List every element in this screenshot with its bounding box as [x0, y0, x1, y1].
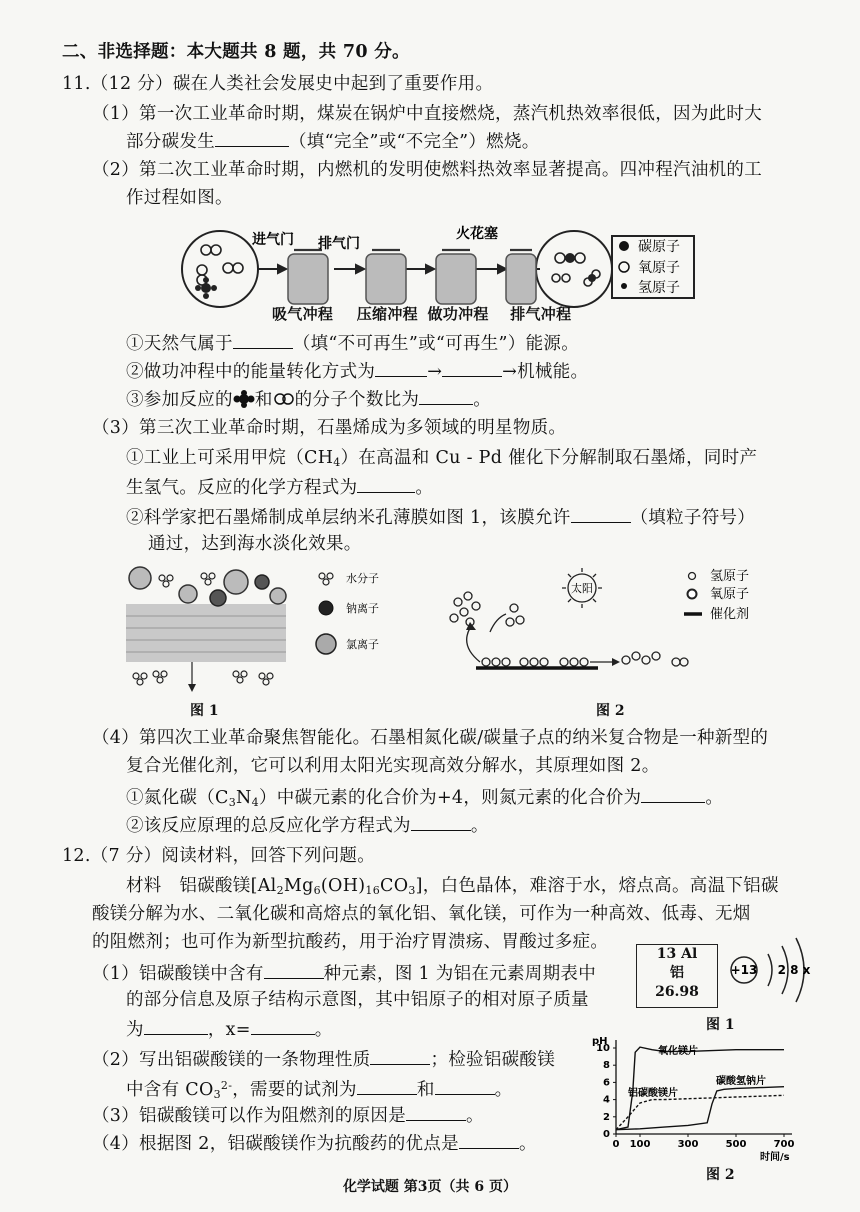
y-tick-label: 0	[603, 1129, 610, 1140]
answer-blank[interactable]	[406, 1102, 466, 1121]
atomic-number: 13	[656, 946, 677, 962]
q12-intro: 12.（7 分）阅读材料，回答下列问题。	[62, 846, 376, 866]
page-footer: 化学试题 第3页（共 6 页）	[342, 1179, 518, 1195]
q11-part2-line2: 作过程如图。	[126, 188, 233, 208]
q11-part3-1-line2: 生氢气。反应的化学方程式为 。	[126, 474, 433, 500]
q11-part4-line2: 复合光催化剂，它可以利用太阳光实现高效分解水，其原理如图 2。	[126, 756, 660, 776]
q11-part3-1-line1: ①工业上可采用甲烷$(CH_4)$在高温和 Cu - Pd 催化下分解制取石墨烯，同时产	[126, 448, 758, 469]
answer-blank[interactable]	[375, 358, 427, 377]
ph-time-chart	[588, 1034, 798, 1164]
answer-blank[interactable]	[411, 812, 471, 831]
q11-part3: （3）第三次工业革命时期，石墨烯成为多领域的明星物质。	[92, 418, 567, 438]
answer-blank[interactable]	[357, 1076, 417, 1095]
q11-part1-line2: 部分碳发生 （填“完全”或“不完全”）燃烧。	[126, 128, 540, 154]
answer-blank[interactable]	[264, 960, 324, 979]
q12-part2-line2: 中含有 $CO_3^{2-}$，需要的试剂为 和 。	[126, 1074, 512, 1107]
q12-part2-line1: （2）写出铝碳酸镁的一条物理性质 ；检验铝碳酸镁	[92, 1046, 555, 1072]
q11-part4-1: ①氮化碳$(C_3N_4)$中碳元素的化合价为+4，则氮元素的化合价为 。	[126, 784, 723, 815]
series-label-1: 铝碳酸镁片	[628, 1088, 678, 1099]
sun-label: 太阳	[571, 582, 593, 595]
q11-part3-2-line1: ②科学家把石墨烯制成单层纳米孔薄膜如图 1，该膜允许 （填粒子符号）	[126, 504, 755, 530]
q11-part4-2: ②该反应原理的总反应化学方程式为 。	[126, 812, 489, 838]
x-tick-label: 300	[677, 1139, 699, 1150]
y-tick-label: 8	[603, 1060, 610, 1072]
x-tick-label: 0	[612, 1139, 620, 1150]
legend-oxygen-atom-2: 氧原子	[710, 587, 750, 602]
q12-fig2-caption: 图 2	[706, 1167, 735, 1183]
answer-blank[interactable]	[442, 358, 502, 377]
reactant-circle	[182, 231, 258, 307]
stroke-power: 做功冲程	[427, 305, 489, 323]
legend-catalyst: 催化剂	[710, 607, 750, 622]
q12-part4: （4）根据图 2，铝碳酸镁作为抗酸药的优点是 。	[92, 1130, 537, 1156]
label-spark-plug: 火花塞	[456, 226, 498, 242]
q11-sub1: ①天然气属于 （填“不可再生”或“可再生”）能源。	[126, 330, 579, 356]
y-tick-label: 4	[603, 1094, 610, 1106]
periodic-table-cell	[636, 944, 718, 1008]
stroke-exhaust: 排气冲程	[510, 305, 572, 323]
q11-part1-line1: （1）第一次工业革命时期，煤炭在锅炉中直接燃烧，蒸汽机热效率很低，因为此时大	[92, 104, 763, 124]
legend-carbon-atom: 碳原子	[638, 239, 680, 255]
q12-material-line1: 材料 铝碳酸镁$[Al_2Mg_6(OH)_{16}CO_3]$，白色晶体，难溶于水，熔点高。高温下铝碳	[126, 876, 779, 897]
electron-shells: 2 8 x	[777, 963, 811, 977]
fig1-caption: 图 1	[190, 703, 219, 719]
q11-part3-2-line2: 通过，达到海水淡化效果。	[148, 534, 362, 554]
atom-structure-diagram	[724, 930, 824, 1010]
x-axis-label: 时间/s	[760, 1152, 790, 1163]
q11-sub3: ③参加反应的 和 的分子个数比为 。	[126, 386, 491, 412]
legend-hydrogen-atom-2: 氢原子	[710, 569, 750, 584]
legend-sodium-ion: 钠离子	[346, 602, 379, 615]
water-splitting-figure	[440, 566, 770, 676]
fig2-caption: 图 2	[596, 703, 625, 719]
q12-part1-line3: 为 ，x= 。	[126, 1016, 333, 1042]
section-heading: 二、非选择题：本大题共 8 题，共 70 分。	[62, 42, 410, 62]
q12-material-line3: 的阻燃剂；也可作为新型抗酸药，用于治疗胃溃疡、胃酸过多症。	[92, 932, 609, 952]
answer-blank[interactable]	[459, 1130, 519, 1149]
element-name: 铝	[670, 965, 684, 981]
stroke-labels	[272, 302, 571, 326]
x-tick-label: 500	[725, 1139, 747, 1150]
q11-part4-line1: （4）第四次工业革命聚焦智能化。石墨相氮化碳/碳量子点的纳米复合物是一种新型的	[92, 728, 769, 748]
oxygen-molecule-icon	[273, 390, 295, 408]
answer-blank[interactable]	[251, 1016, 315, 1035]
q12-fig1-caption: 图 1	[706, 1017, 735, 1033]
q11-part2-line1: （2）第二次工业革命时期，内燃机的发明使燃料热效率显著提高。四冲程汽油机的工	[92, 160, 763, 180]
x-tick-label: 700	[773, 1139, 795, 1150]
q12-material-line2: 酸镁分解为水、二氧化碳和高熔点的氧化铝、氧化镁，可作为一种高效、低毒、无烟	[92, 904, 751, 924]
q12-part1-line1: （1）铝碳酸镁中含有 种元素，图 1 为铝在元素周期表中	[92, 960, 596, 986]
series-label-2: 碳酸氢钠片	[716, 1076, 766, 1087]
legend-oxygen-atom: 氧原子	[638, 260, 680, 276]
answer-blank[interactable]	[571, 504, 631, 523]
stroke-compression: 压缩冲程	[356, 305, 418, 323]
q12-part1-line2: 的部分信息及原子结构示意图，其中铝原子的相对原子质量	[126, 990, 589, 1010]
series-line-1	[616, 1095, 784, 1129]
x-tick-label: 100	[629, 1139, 651, 1150]
y-tick-label: 10	[596, 1043, 610, 1054]
stroke-intake: 吸气冲程	[272, 305, 334, 323]
q11-intro: 11.（12 分）碳在人类社会发展史中起到了重要作用。	[62, 74, 494, 94]
label-intake-valve: 进气门	[252, 232, 294, 248]
nucleus-charge: +13	[730, 963, 758, 977]
product-circle	[536, 231, 612, 307]
label-exhaust-valve: 排气门	[318, 236, 360, 252]
y-tick-label: 6	[603, 1077, 610, 1089]
answer-blank[interactable]	[233, 330, 293, 349]
series-label-0: 氧化镁片	[658, 1046, 698, 1057]
graphene-membrane-figure	[126, 564, 396, 694]
legend-water-molecule: 水分子	[346, 572, 379, 585]
legend-hydrogen-atom: 氢原子	[638, 280, 680, 296]
element-symbol: Al	[681, 946, 698, 962]
atomic-mass: 26.98	[655, 984, 699, 1000]
answer-blank[interactable]	[144, 1016, 208, 1035]
answer-blank[interactable]	[641, 784, 705, 803]
y-axis-label: pH	[592, 1036, 608, 1047]
answer-blank[interactable]	[419, 386, 473, 405]
answer-blank[interactable]	[215, 128, 289, 147]
answer-blank[interactable]	[435, 1076, 495, 1095]
answer-blank[interactable]	[370, 1046, 430, 1065]
q12-part3: （3）铝碳酸镁可以作为阻燃剂的原因是 。	[92, 1102, 484, 1128]
answer-blank[interactable]	[357, 474, 415, 493]
y-tick-label: 2	[603, 1111, 610, 1123]
legend-chloride-ion: 氯离子	[346, 638, 379, 651]
methane-molecule-icon	[233, 390, 255, 408]
q11-sub2: ②做功冲程中的能量转化方式为 → →机械能。	[126, 358, 588, 384]
